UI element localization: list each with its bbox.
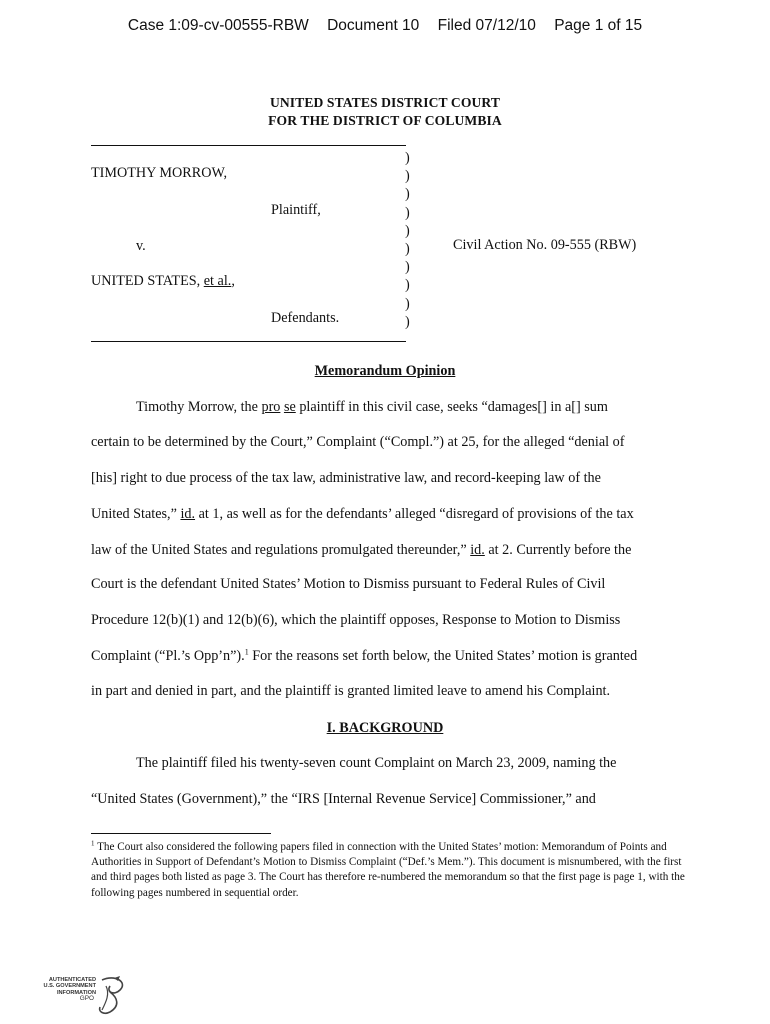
body-line-9: in part and denied in part, and the plaintiff is granted limited leave to amend his Complaint. xyxy=(91,683,611,699)
footnote-marker: 1 xyxy=(91,839,95,848)
footnote-text: The Court also considered the following papers filed in connection with the United States’ motion: Memorandum of Points and Authorities in Support of Defendant’s Motion to Dismiss Complaint (“Def.’s Mem.”). This document is misnumbered, with the first and third pages both listed as page 3. The Court has therefore re-numbered the memorandum so that the first page is page 1, with the following pages numbered in sequential order. xyxy=(91,841,685,899)
court-name-line2: FOR THE DISTRICT OF COLUMBIA xyxy=(268,113,502,128)
background-line-2: “United States (Government),” the “IRS [Internal Revenue Service] Commissioner,” and xyxy=(91,791,596,807)
gpo-eagle-icon xyxy=(40,972,130,1017)
defendant-role: Defendants. xyxy=(271,310,340,326)
plaintiff-role: Plaintiff, xyxy=(271,202,321,218)
footnote xyxy=(91,840,691,901)
body-line-4: United States,” id. at 1, as well as for the defendants’ alleged “disregard of provisions of the tax xyxy=(91,506,634,522)
body-line-7: Procedure 12(b)(1) and 12(b)(6), which the plaintiff opposes, Response to Motion to Dismiss xyxy=(91,612,621,628)
defendant-name: UNITED STATES, et al., xyxy=(91,273,235,289)
gpo-seal-text: AUTHENTICATED U.S. GOVERNMENT INFORMATION GPO xyxy=(43,977,96,1003)
body-line-5: law of the United States and regulations promulgated thereunder,” id. at 2. Currently before the xyxy=(91,542,632,558)
body-line-6: Court is the defendant United States’ Motion to Dismiss pursuant to Federal Rules of Civil xyxy=(91,576,606,592)
section-heading-background: I. BACKGROUND xyxy=(326,720,444,736)
opinion-title: Memorandum Opinion xyxy=(314,363,456,379)
civil-action-number: Civil Action No. 09-555 (RBW) xyxy=(453,237,637,253)
footnote-ref[interactable]: 1 xyxy=(244,647,249,657)
case-header xyxy=(0,17,770,35)
filed-date: Filed 07/12/10 xyxy=(437,17,536,34)
caption-top-rule xyxy=(91,145,406,146)
page-indicator: Page 1 of 15 xyxy=(554,17,643,34)
versus: v. xyxy=(136,238,146,254)
plaintiff-name: TIMOTHY MORROW, xyxy=(91,165,228,181)
court-name-line1: UNITED STATES DISTRICT COURT xyxy=(269,95,501,110)
caption-bottom-rule xyxy=(91,341,406,342)
body-line-8: Complaint (“Pl.’s Opp’n”).$^1$ For the reasons set forth below, the United States’ motion is granted xyxy=(91,647,638,664)
case-number: Case 1:09-cv-00555-RBW xyxy=(127,17,309,34)
document-number: Document 10 xyxy=(327,17,420,34)
footnote-rule xyxy=(91,833,271,834)
body-line-2: certain to be determined by the Court,” Complaint (“Compl.”) at 25, for the alleged “denial of xyxy=(91,434,625,450)
background-line-1: The plaintiff filed his twenty-seven count Complaint on March 23, 2009, naming the xyxy=(136,755,617,771)
body-line-1: Timothy Morrow, the pro se plaintiff in this civil case, seeks “damages[] in a[] sum xyxy=(136,399,608,415)
body-line-3: [his] right to due process of the tax law, administrative law, and record-keeping law of the xyxy=(91,470,601,486)
caption-paren-column: ) ) ) ) ) ) ) ) ) ) xyxy=(405,150,410,330)
